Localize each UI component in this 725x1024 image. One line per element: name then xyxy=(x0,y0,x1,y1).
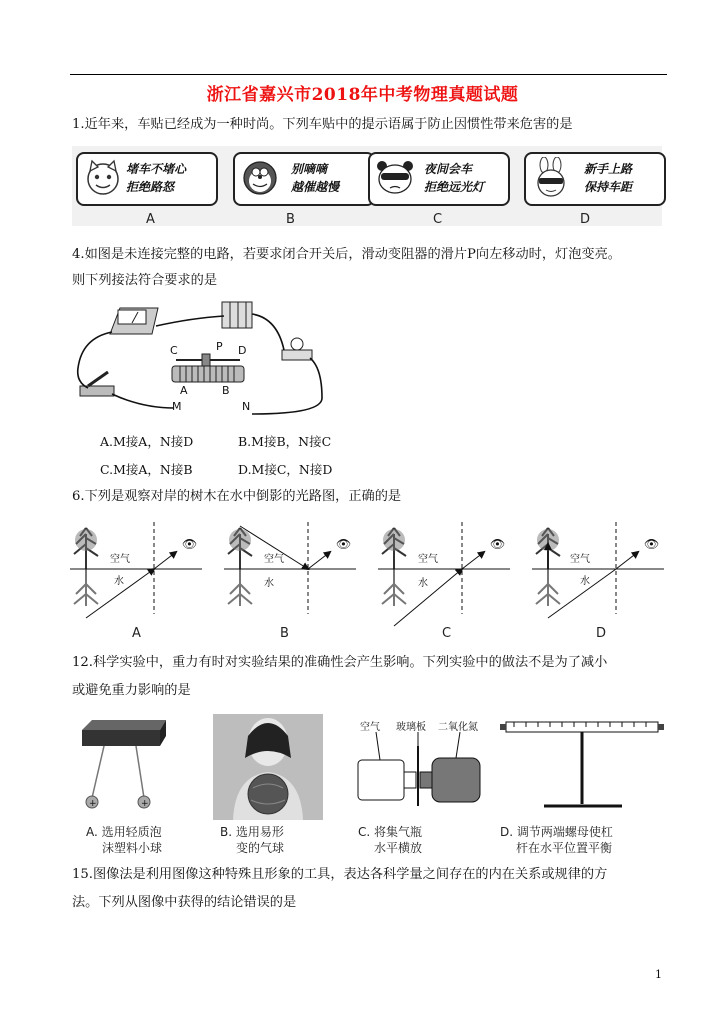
air-label-a: 空气 xyxy=(110,554,130,565)
sticker-label-a: A xyxy=(146,212,155,227)
sticker-d xyxy=(524,152,666,206)
q12-caption-c xyxy=(358,824,422,856)
robot-cat-icon xyxy=(239,157,281,199)
question-15-line2: 法。下列从图像中获得的结论错误的是 xyxy=(72,895,297,910)
water-label-a: 水 xyxy=(114,576,124,587)
q4-option-d: D.M接C，N接D xyxy=(238,462,333,477)
sticker-label-d: D xyxy=(580,212,591,227)
svg-text:+: + xyxy=(141,799,149,809)
sticker-d-line2: 保持车距 xyxy=(584,180,633,194)
diagram-d xyxy=(532,522,664,618)
question-1-text: 1.近年来，车贴已经成为一种时尚。下列车贴中的提示语属于防止因惯性带来危害的是 xyxy=(72,117,573,132)
label-a: A xyxy=(180,384,188,397)
diagram-a xyxy=(70,522,202,618)
eye-icon-a: 👁 xyxy=(182,537,198,551)
sticker-a-line1: 堵车不堵心 xyxy=(126,162,187,176)
panda-icon xyxy=(374,157,416,199)
question-4-line1: 4.如图是未连接完整的电路，若要求闭合开关后，滑动变阻器的滑片P向左移动时，灯泡变亮。 xyxy=(72,247,621,262)
diagram-c xyxy=(378,522,510,626)
gas-bottles-figure xyxy=(356,716,484,812)
water-label-c: 水 xyxy=(418,578,428,589)
question-15-line1: 15.图像法是利用图像这种特殊且形象的工具，表达各科学量之间存在的内在关系或规律的方 xyxy=(72,867,608,882)
sticker-c xyxy=(368,152,510,206)
label-m: M xyxy=(172,400,182,413)
q12-caption-c-line2: 水平横放 xyxy=(374,841,423,855)
circuit-diagram xyxy=(72,298,334,420)
page-number: 1 xyxy=(655,968,662,981)
label-n: N xyxy=(242,400,251,413)
q12-caption-c-line1: C. 将集气瓶 xyxy=(358,825,423,839)
label-b: B xyxy=(222,384,230,397)
label-d: D xyxy=(238,344,247,357)
foam-balls-figure xyxy=(78,718,170,814)
light-path-diagrams xyxy=(70,514,670,644)
q12-caption-d xyxy=(500,824,613,856)
glass-plate-label: 玻璃板 xyxy=(396,722,426,733)
sticker-label-b: B xyxy=(286,212,295,227)
label-c: C xyxy=(170,344,178,357)
air-label-d: 空气 xyxy=(570,554,590,565)
water-label-d: 水 xyxy=(580,576,590,587)
question-12-line2: 或避免重力影响的是 xyxy=(72,683,191,698)
eye-icon-b: 👁 xyxy=(336,537,352,551)
diagram-b xyxy=(224,522,356,614)
sticker-label-c: C xyxy=(433,212,443,227)
battery xyxy=(222,302,252,328)
q12-caption-a-line2: 沫塑料小球 xyxy=(102,841,163,855)
air-label-c: 空气 xyxy=(418,554,438,565)
q12-caption-b xyxy=(220,824,284,856)
header-rule xyxy=(70,74,667,75)
rabbit-icon xyxy=(530,157,572,199)
sticker-b-line1: 别嘀嘀 xyxy=(291,162,328,176)
svg-text:+: + xyxy=(89,799,97,809)
q12-caption-a xyxy=(86,824,162,856)
sticker-c-line1: 夜间会车 xyxy=(424,162,473,176)
sticker-c-line2: 拒绝远光灯 xyxy=(424,180,485,194)
q4-option-b: B.M接B，N接C xyxy=(238,434,332,449)
question-4-line2: 则下列接法符合要求的是 xyxy=(72,273,218,288)
sticker-a-line2: 拒绝路怒 xyxy=(126,180,175,194)
q12-caption-b-line2: 变的气球 xyxy=(236,841,285,855)
q12-caption-b-line1: B. 选用易形 xyxy=(220,825,284,839)
diagram-label-b: B xyxy=(280,626,289,641)
air-bottle-label: 空气 xyxy=(360,722,380,733)
question-12-line1: 12.科学实验中，重力有时对实验结果的准确性会产生影响。下列实验中的做法不是为了减小 xyxy=(72,655,608,670)
sticker-b xyxy=(233,152,375,206)
diagram-label-a: A xyxy=(132,626,141,641)
label-p: P xyxy=(216,340,223,353)
sticker-a xyxy=(76,152,218,206)
page-title: 浙江省嘉兴市2018年中考物理真题试题 xyxy=(206,85,519,105)
question-6-text: 6.下列是观察对岸的树木在水中倒影的光路图，正确的是 xyxy=(72,489,402,504)
eye-icon-d: 👁 xyxy=(644,537,660,551)
diagram-label-c: C xyxy=(442,626,452,641)
no2-bottle-label: 二氧化氮 xyxy=(438,722,478,733)
q4-option-c: C.M接A，N接B xyxy=(100,462,193,477)
q12-caption-d-line2: 杆在水平位置平衡 xyxy=(516,841,613,855)
q12-caption-a-line1: A. 选用轻质泡 xyxy=(86,825,162,839)
sticker-b-line2: 越催越慢 xyxy=(291,180,340,194)
balloon-photo xyxy=(213,714,323,820)
q4-option-a: A.M接A，N接D xyxy=(100,434,194,449)
water-label-b: 水 xyxy=(264,578,274,589)
diagram-label-d: D xyxy=(596,626,607,641)
sticker-d-line1: 新手上路 xyxy=(584,162,633,176)
lever-figure xyxy=(500,714,666,818)
eye-icon-c: 👁 xyxy=(490,537,506,551)
q12-caption-d-line1: D. 调节两端螺母使杠 xyxy=(500,825,613,839)
air-label-b: 空气 xyxy=(264,554,284,565)
cat-face-icon xyxy=(82,157,124,199)
